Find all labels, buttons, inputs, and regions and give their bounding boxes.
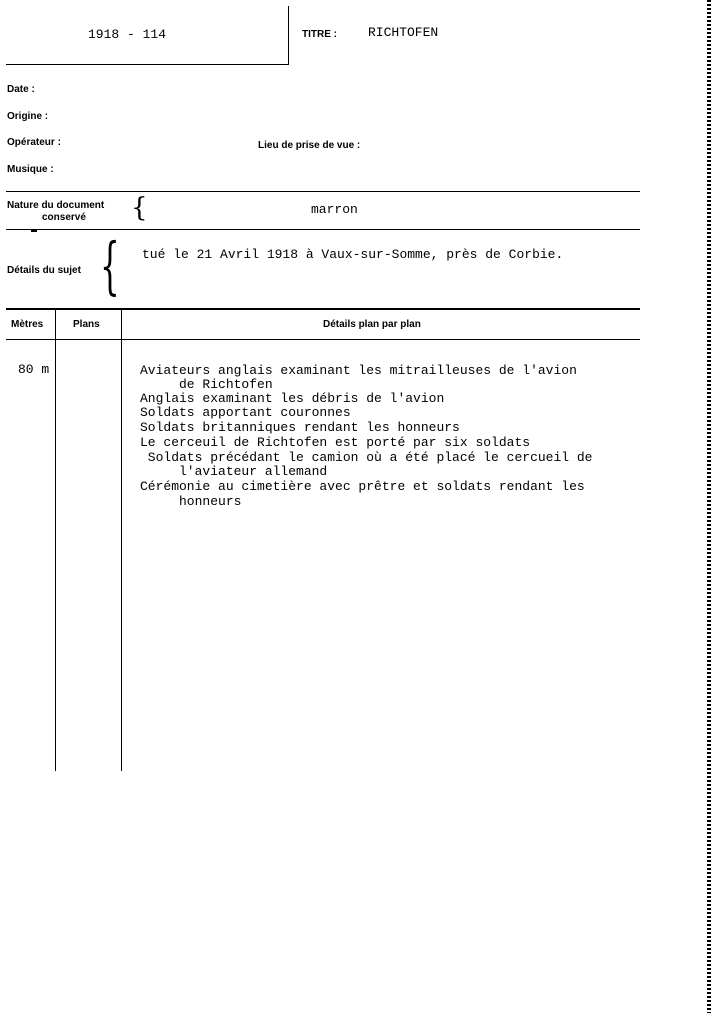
titre-value: RICHTOFEN <box>368 25 439 40</box>
shot-line: l'aviateur allemand <box>140 464 328 479</box>
shot-line: Soldats précédant le camion où a été placé le cercueil de <box>140 450 593 465</box>
shot-line: Cérémonie au cimetière avec prêtre et soldats rendant les <box>140 479 585 494</box>
col-header-metres: Mètres <box>11 319 44 330</box>
details-sujet-brace-icon: { <box>100 229 120 302</box>
shot-line: Anglais examinant les débris de l'avion <box>140 391 445 406</box>
col-header-plans: Plans <box>73 319 100 330</box>
nature-top-line <box>6 191 640 192</box>
header-box-bottom-line <box>6 64 288 65</box>
operateur-label: Opérateur : <box>7 137 61 148</box>
scan-edge-border <box>707 0 711 1013</box>
metres-value: 80 m <box>18 362 50 377</box>
table-header-bottom-line <box>6 339 640 340</box>
table-col-divider-1 <box>55 310 56 771</box>
reference-number: 1918 - 114 <box>88 27 167 42</box>
nature-value: marron <box>311 202 358 217</box>
small-mark-icon <box>31 229 37 232</box>
col-header-details: Détails plan par plan <box>323 319 421 330</box>
details-sujet-label: Détails du sujet <box>7 265 81 276</box>
nature-brace-icon: { <box>131 193 148 223</box>
nature-label-line2: conservé <box>42 212 86 223</box>
origine-label: Origine : <box>7 111 49 122</box>
table-col-divider-2 <box>121 310 122 771</box>
nature-label-line1: Nature du document <box>7 200 105 211</box>
header-box-right-line <box>288 6 289 65</box>
date-label: Date : <box>7 84 35 95</box>
shot-line: honneurs <box>140 494 242 509</box>
table-top-line <box>6 308 640 310</box>
shot-line: Soldats apportant couronnes <box>140 405 351 420</box>
shot-line: Le cerceuil de Richtofen est porté par six soldats <box>140 435 531 450</box>
shot-line: Aviateurs anglais examinant les mitrailleuses de l'avion <box>140 363 577 378</box>
shot-line: de Richtofen <box>140 377 273 392</box>
details-sujet-value: tué le 21 Avril 1918 à Vaux-sur-Somme, près de Corbie. <box>142 247 564 262</box>
musique-label: Musique : <box>7 164 54 175</box>
shot-line: Soldats britanniques rendant les honneurs <box>140 420 460 435</box>
lieu-label: Lieu de prise de vue : <box>258 140 361 151</box>
titre-label: TITRE : <box>302 29 337 40</box>
